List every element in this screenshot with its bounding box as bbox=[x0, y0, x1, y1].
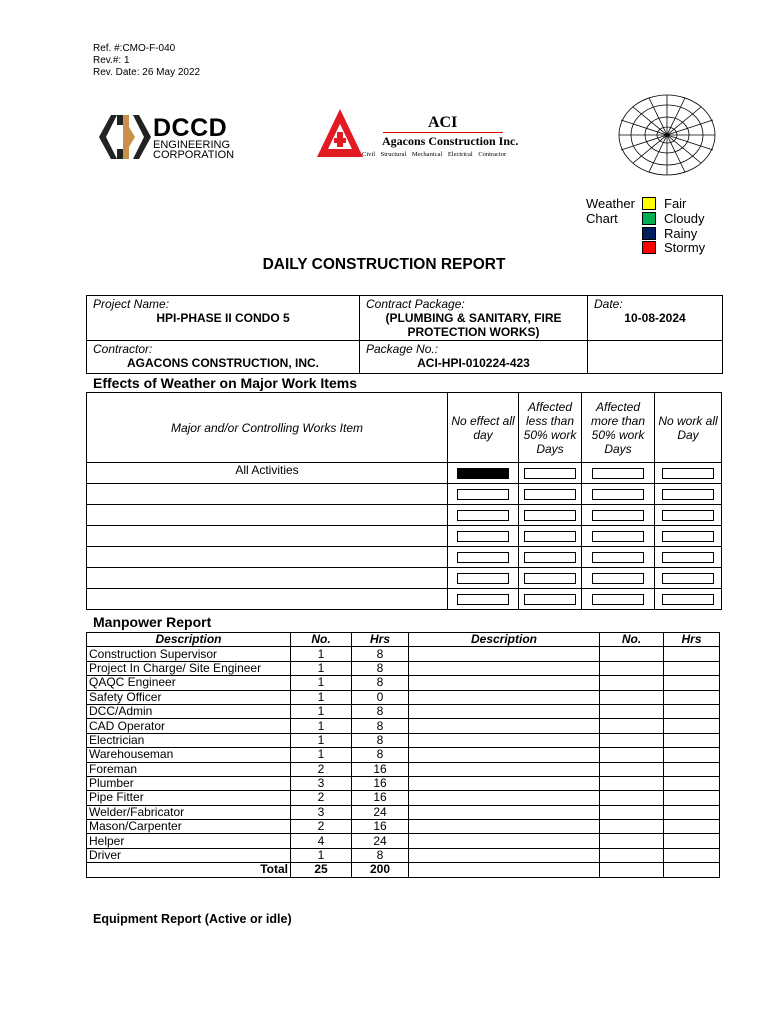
dccd-logo-name: DCCD bbox=[153, 114, 228, 142]
weather-effect-checkbox[interactable] bbox=[592, 531, 644, 542]
checkbox-cell bbox=[582, 505, 655, 526]
manpower-empty-cell bbox=[409, 676, 600, 690]
manpower-description: Driver bbox=[87, 848, 291, 862]
manpower-number: 1 bbox=[291, 704, 352, 718]
checkbox-cell bbox=[655, 505, 722, 526]
manpower-empty-cell bbox=[409, 719, 600, 733]
checkbox-cell bbox=[448, 463, 519, 484]
checkbox-cell bbox=[655, 568, 722, 589]
rainy-swatch bbox=[642, 227, 656, 240]
weather-effect-checkbox[interactable] bbox=[457, 573, 509, 584]
manpower-empty-cell bbox=[409, 661, 600, 675]
fair-swatch bbox=[642, 197, 656, 210]
weather-effect-checkbox[interactable] bbox=[524, 552, 576, 563]
weather-effect-row bbox=[87, 547, 722, 568]
weather-legend-rainy bbox=[642, 227, 762, 241]
manpower-empty-cell bbox=[664, 791, 720, 805]
checkbox-cell bbox=[655, 484, 722, 505]
manpower-empty-cell bbox=[409, 848, 600, 862]
manpower-number: 2 bbox=[291, 820, 352, 834]
manpower-empty-cell bbox=[409, 690, 600, 704]
weather-effect-checkbox[interactable] bbox=[524, 468, 576, 479]
manpower-description: Helper bbox=[87, 834, 291, 848]
manpower-row bbox=[87, 704, 720, 718]
manpower-hours: 8 bbox=[352, 676, 409, 690]
manpower-description: Construction Supervisor bbox=[87, 647, 291, 661]
manpower-empty-cell bbox=[664, 776, 720, 790]
checkbox-cell bbox=[448, 526, 519, 547]
weather-legend-stormy bbox=[642, 241, 762, 255]
manpower-number: 1 bbox=[291, 647, 352, 661]
weather-chart-label: Weather Chart bbox=[586, 196, 635, 226]
checkbox-cell bbox=[582, 484, 655, 505]
checkbox-cell bbox=[519, 547, 582, 568]
checkbox-cell bbox=[448, 505, 519, 526]
total-number: 25 bbox=[291, 863, 352, 877]
contract-package-cell bbox=[360, 296, 588, 341]
manpower-empty-cell bbox=[600, 805, 664, 819]
manpower-empty-cell bbox=[600, 762, 664, 776]
weather-effect-checkbox[interactable] bbox=[457, 552, 509, 563]
manpower-empty-cell bbox=[600, 661, 664, 675]
affected-more-header: Affected more than 50% work Days bbox=[582, 393, 655, 463]
manpower-number: 3 bbox=[291, 776, 352, 790]
checkbox-cell bbox=[582, 526, 655, 547]
weather-legend-label: Rainy bbox=[664, 226, 698, 241]
checkbox-cell bbox=[655, 589, 722, 610]
weather-effect-checkbox[interactable] bbox=[592, 489, 644, 500]
manpower-hours: 8 bbox=[352, 647, 409, 661]
weather-effects-heading: Effects of Weather on Major Work Items bbox=[93, 375, 357, 391]
document-reference bbox=[93, 43, 200, 79]
manpower-description: Mason/Carpenter bbox=[87, 820, 291, 834]
manpower-empty-cell bbox=[600, 776, 664, 790]
aci-logo-company: Agacons Construction Inc. bbox=[382, 134, 519, 148]
manpower-row bbox=[87, 834, 720, 848]
works-item-header: Major and/or Controlling Works Item bbox=[87, 393, 448, 463]
hours-header: Hrs bbox=[352, 633, 409, 647]
manpower-empty-cell bbox=[600, 863, 664, 877]
manpower-description: Project In Charge/ Site Engineer bbox=[87, 661, 291, 675]
manpower-hours: 16 bbox=[352, 762, 409, 776]
manpower-row bbox=[87, 647, 720, 661]
weather-effect-row bbox=[87, 505, 722, 526]
aci-logo-tagline: Civil Structural Mechanical Electrical Contractor bbox=[362, 151, 507, 158]
weather-effect-checkbox[interactable] bbox=[524, 573, 576, 584]
manpower-description: Safety Officer bbox=[87, 690, 291, 704]
manpower-empty-cell bbox=[409, 805, 600, 819]
manpower-description: Electrician bbox=[87, 733, 291, 747]
weather-effect-checkbox[interactable] bbox=[524, 594, 576, 605]
manpower-empty-cell bbox=[409, 834, 600, 848]
manpower-hours: 8 bbox=[352, 748, 409, 762]
weather-effect-row bbox=[87, 568, 722, 589]
checkbox-cell bbox=[448, 568, 519, 589]
weather-effects-table bbox=[86, 392, 722, 610]
checkbox-cell bbox=[519, 526, 582, 547]
aci-logo-divider bbox=[383, 132, 503, 133]
no-work-header: No work all Day bbox=[655, 393, 722, 463]
manpower-empty-cell bbox=[664, 661, 720, 675]
manpower-row bbox=[87, 733, 720, 747]
weather-wheel-icon bbox=[617, 93, 717, 177]
weather-effect-checkbox[interactable] bbox=[457, 468, 509, 479]
total-label: Total bbox=[87, 863, 291, 877]
manpower-empty-cell bbox=[409, 863, 600, 877]
weather-effect-checkbox[interactable] bbox=[662, 510, 714, 521]
equipment-report-heading: Equipment Report (Active or idle) bbox=[93, 912, 292, 926]
manpower-hours: 16 bbox=[352, 791, 409, 805]
weather-legend-label: Fair bbox=[664, 196, 687, 211]
checkbox-cell bbox=[519, 589, 582, 610]
date-label: Date: bbox=[594, 297, 623, 311]
manpower-empty-cell bbox=[600, 647, 664, 661]
manpower-empty-cell bbox=[600, 733, 664, 747]
weather-effect-checkbox[interactable] bbox=[662, 489, 714, 500]
weather-effect-row bbox=[87, 526, 722, 547]
manpower-number: 1 bbox=[291, 690, 352, 704]
weather-effect-checkbox[interactable] bbox=[457, 531, 509, 542]
works-item-cell: All Activities bbox=[87, 463, 448, 484]
works-item-cell bbox=[87, 526, 448, 547]
manpower-empty-cell bbox=[600, 848, 664, 862]
checkbox-cell bbox=[519, 505, 582, 526]
manpower-row bbox=[87, 805, 720, 819]
weather-effect-checkbox[interactable] bbox=[524, 531, 576, 542]
manpower-hours: 8 bbox=[352, 733, 409, 747]
manpower-row bbox=[87, 762, 720, 776]
checkbox-cell bbox=[582, 547, 655, 568]
manpower-empty-cell bbox=[664, 733, 720, 747]
project-name-cell bbox=[87, 296, 360, 341]
manpower-empty-cell bbox=[600, 820, 664, 834]
checkbox-cell bbox=[448, 484, 519, 505]
manpower-description: QAQC Engineer bbox=[87, 676, 291, 690]
hours-header-2: Hrs bbox=[664, 633, 720, 647]
checkbox-cell bbox=[448, 589, 519, 610]
manpower-empty-cell bbox=[409, 748, 600, 762]
weather-effect-checkbox[interactable] bbox=[662, 573, 714, 584]
empty-cell bbox=[588, 341, 723, 374]
contractor-label: Contractor: bbox=[93, 342, 153, 356]
checkbox-cell bbox=[655, 463, 722, 484]
manpower-number: 1 bbox=[291, 661, 352, 675]
manpower-description: Foreman bbox=[87, 762, 291, 776]
manpower-hours: 16 bbox=[352, 776, 409, 790]
manpower-hours: 24 bbox=[352, 805, 409, 819]
checkbox-cell bbox=[519, 484, 582, 505]
manpower-empty-cell bbox=[664, 690, 720, 704]
manpower-hours: 8 bbox=[352, 661, 409, 675]
date-value: 10-08-2024 bbox=[624, 311, 686, 325]
manpower-empty-cell bbox=[600, 834, 664, 848]
manpower-empty-cell bbox=[664, 647, 720, 661]
manpower-row bbox=[87, 748, 720, 762]
manpower-hours: 8 bbox=[352, 719, 409, 733]
manpower-hours: 0 bbox=[352, 690, 409, 704]
manpower-empty-cell bbox=[664, 762, 720, 776]
weather-effect-checkbox[interactable] bbox=[662, 552, 714, 563]
aci-logo-title: ACI bbox=[428, 114, 458, 131]
manpower-number: 1 bbox=[291, 748, 352, 762]
weather-effect-checkbox[interactable] bbox=[592, 468, 644, 479]
manpower-row bbox=[87, 690, 720, 704]
manpower-empty-cell bbox=[664, 820, 720, 834]
checkbox-cell bbox=[655, 547, 722, 568]
checkbox-cell bbox=[519, 463, 582, 484]
total-hours: 200 bbox=[352, 863, 409, 877]
manpower-description: Plumber bbox=[87, 776, 291, 790]
weather-legend-label: Cloudy bbox=[664, 211, 705, 226]
revision-date: Rev. Date: 26 May 2022 bbox=[93, 67, 201, 78]
no-effect-header: No effect all day bbox=[448, 393, 519, 463]
weather-effect-checkbox[interactable] bbox=[592, 510, 644, 521]
manpower-empty-cell bbox=[664, 748, 720, 762]
manpower-hours: 16 bbox=[352, 820, 409, 834]
weather-effect-checkbox[interactable] bbox=[662, 468, 714, 479]
weather-effect-checkbox[interactable] bbox=[524, 489, 576, 500]
manpower-number: 2 bbox=[291, 762, 352, 776]
package-no-cell bbox=[360, 341, 588, 374]
manpower-empty-cell bbox=[409, 776, 600, 790]
manpower-empty-cell bbox=[409, 791, 600, 805]
manpower-description: DCC/Admin bbox=[87, 704, 291, 718]
weather-effect-row bbox=[87, 463, 722, 484]
manpower-empty-cell bbox=[664, 834, 720, 848]
weather-effect-checkbox[interactable] bbox=[592, 552, 644, 563]
manpower-empty-cell bbox=[664, 848, 720, 862]
checkbox-cell bbox=[582, 463, 655, 484]
manpower-number: 3 bbox=[291, 805, 352, 819]
manpower-empty-cell bbox=[600, 690, 664, 704]
manpower-empty-cell bbox=[409, 762, 600, 776]
manpower-number: 1 bbox=[291, 719, 352, 733]
weather-effect-checkbox[interactable] bbox=[592, 594, 644, 605]
manpower-empty-cell bbox=[664, 704, 720, 718]
weather-effect-checkbox[interactable] bbox=[457, 594, 509, 605]
affected-less-header: Affected less than 50% work Days bbox=[519, 393, 582, 463]
works-item-cell bbox=[87, 589, 448, 610]
date-cell bbox=[588, 296, 723, 341]
revision-number: Rev.#: 1 bbox=[93, 55, 130, 66]
manpower-empty-cell bbox=[664, 719, 720, 733]
stormy-swatch bbox=[642, 241, 656, 254]
weather-effect-checkbox[interactable] bbox=[457, 510, 509, 521]
manpower-heading: Manpower Report bbox=[93, 614, 212, 630]
weather-effect-checkbox[interactable] bbox=[457, 489, 509, 500]
contract-package-label: Contract Package: bbox=[366, 297, 465, 311]
package-no-label: Package No.: bbox=[366, 342, 439, 356]
description-header-2: Description bbox=[409, 633, 600, 647]
manpower-empty-cell bbox=[664, 805, 720, 819]
manpower-number: 2 bbox=[291, 791, 352, 805]
manpower-description: Pipe Fitter bbox=[87, 791, 291, 805]
weather-legend-fair bbox=[642, 197, 762, 211]
dccd-sub-line-1: ENGINEERING bbox=[153, 139, 231, 151]
manpower-empty-cell bbox=[600, 719, 664, 733]
manpower-row bbox=[87, 719, 720, 733]
weather-legend-label: Stormy bbox=[664, 240, 706, 255]
weather-effect-row bbox=[87, 589, 722, 610]
weather-legend-cloudy bbox=[642, 212, 762, 226]
manpower-empty-cell bbox=[409, 704, 600, 718]
manpower-number: 1 bbox=[291, 733, 352, 747]
manpower-hours: 8 bbox=[352, 848, 409, 862]
works-item-cell bbox=[87, 505, 448, 526]
manpower-empty-cell bbox=[409, 820, 600, 834]
weather-effect-row bbox=[87, 484, 722, 505]
manpower-hours: 24 bbox=[352, 834, 409, 848]
manpower-row bbox=[87, 661, 720, 675]
manpower-empty-cell bbox=[409, 733, 600, 747]
manpower-description: Warehouseman bbox=[87, 748, 291, 762]
manpower-row bbox=[87, 820, 720, 834]
description-header: Description bbox=[87, 633, 291, 647]
works-item-cell bbox=[87, 568, 448, 589]
manpower-table bbox=[86, 632, 720, 878]
checkbox-cell bbox=[655, 526, 722, 547]
manpower-row bbox=[87, 791, 720, 805]
contractor-cell bbox=[87, 341, 360, 374]
weather-effect-checkbox[interactable] bbox=[524, 510, 576, 521]
manpower-number: 1 bbox=[291, 676, 352, 690]
manpower-empty-cell bbox=[600, 791, 664, 805]
weather-effect-checkbox[interactable] bbox=[592, 573, 644, 584]
dccd-logo-subtitle bbox=[153, 140, 234, 160]
contract-package-value: (PLUMBING & SANITARY, FIRE PROTECTION WORKS) bbox=[385, 311, 562, 339]
number-header-2: No. bbox=[600, 633, 664, 647]
manpower-empty-cell bbox=[600, 748, 664, 762]
checkbox-cell bbox=[582, 568, 655, 589]
weather-effect-checkbox[interactable] bbox=[662, 531, 714, 542]
manpower-empty-cell bbox=[409, 647, 600, 661]
checkbox-cell bbox=[519, 568, 582, 589]
manpower-empty-cell bbox=[600, 676, 664, 690]
page-title: DAILY CONSTRUCTION REPORT bbox=[262, 256, 506, 273]
weather-effect-checkbox[interactable] bbox=[662, 594, 714, 605]
ref-number: Ref. #:CMO-F-040 bbox=[93, 43, 176, 54]
manpower-row bbox=[87, 848, 720, 862]
project-name-value: HPI-PHASE II CONDO 5 bbox=[156, 311, 290, 325]
cloudy-swatch bbox=[642, 212, 656, 225]
aci-logo-icon bbox=[316, 108, 364, 158]
manpower-number: 1 bbox=[291, 848, 352, 862]
checkbox-cell bbox=[582, 589, 655, 610]
manpower-empty-cell bbox=[600, 704, 664, 718]
manpower-number: 4 bbox=[291, 834, 352, 848]
manpower-total-row bbox=[87, 863, 720, 877]
project-info-table bbox=[86, 295, 723, 374]
contractor-value: AGACONS CONSTRUCTION, INC. bbox=[127, 356, 319, 370]
manpower-row bbox=[87, 776, 720, 790]
manpower-empty-cell bbox=[664, 676, 720, 690]
package-no-value: ACI-HPI-010224-423 bbox=[417, 356, 530, 370]
manpower-empty-cell bbox=[664, 863, 720, 877]
dccd-sub-line-2: CORPORATION bbox=[153, 149, 235, 161]
manpower-hours: 8 bbox=[352, 704, 409, 718]
works-item-cell bbox=[87, 484, 448, 505]
manpower-row bbox=[87, 676, 720, 690]
manpower-description: Welder/Fabricator bbox=[87, 805, 291, 819]
works-item-cell bbox=[87, 547, 448, 568]
checkbox-cell bbox=[448, 547, 519, 568]
manpower-description: CAD Operator bbox=[87, 719, 291, 733]
number-header: No. bbox=[291, 633, 352, 647]
dccd-logo-icon bbox=[97, 113, 153, 161]
project-name-label: Project Name: bbox=[93, 297, 170, 311]
